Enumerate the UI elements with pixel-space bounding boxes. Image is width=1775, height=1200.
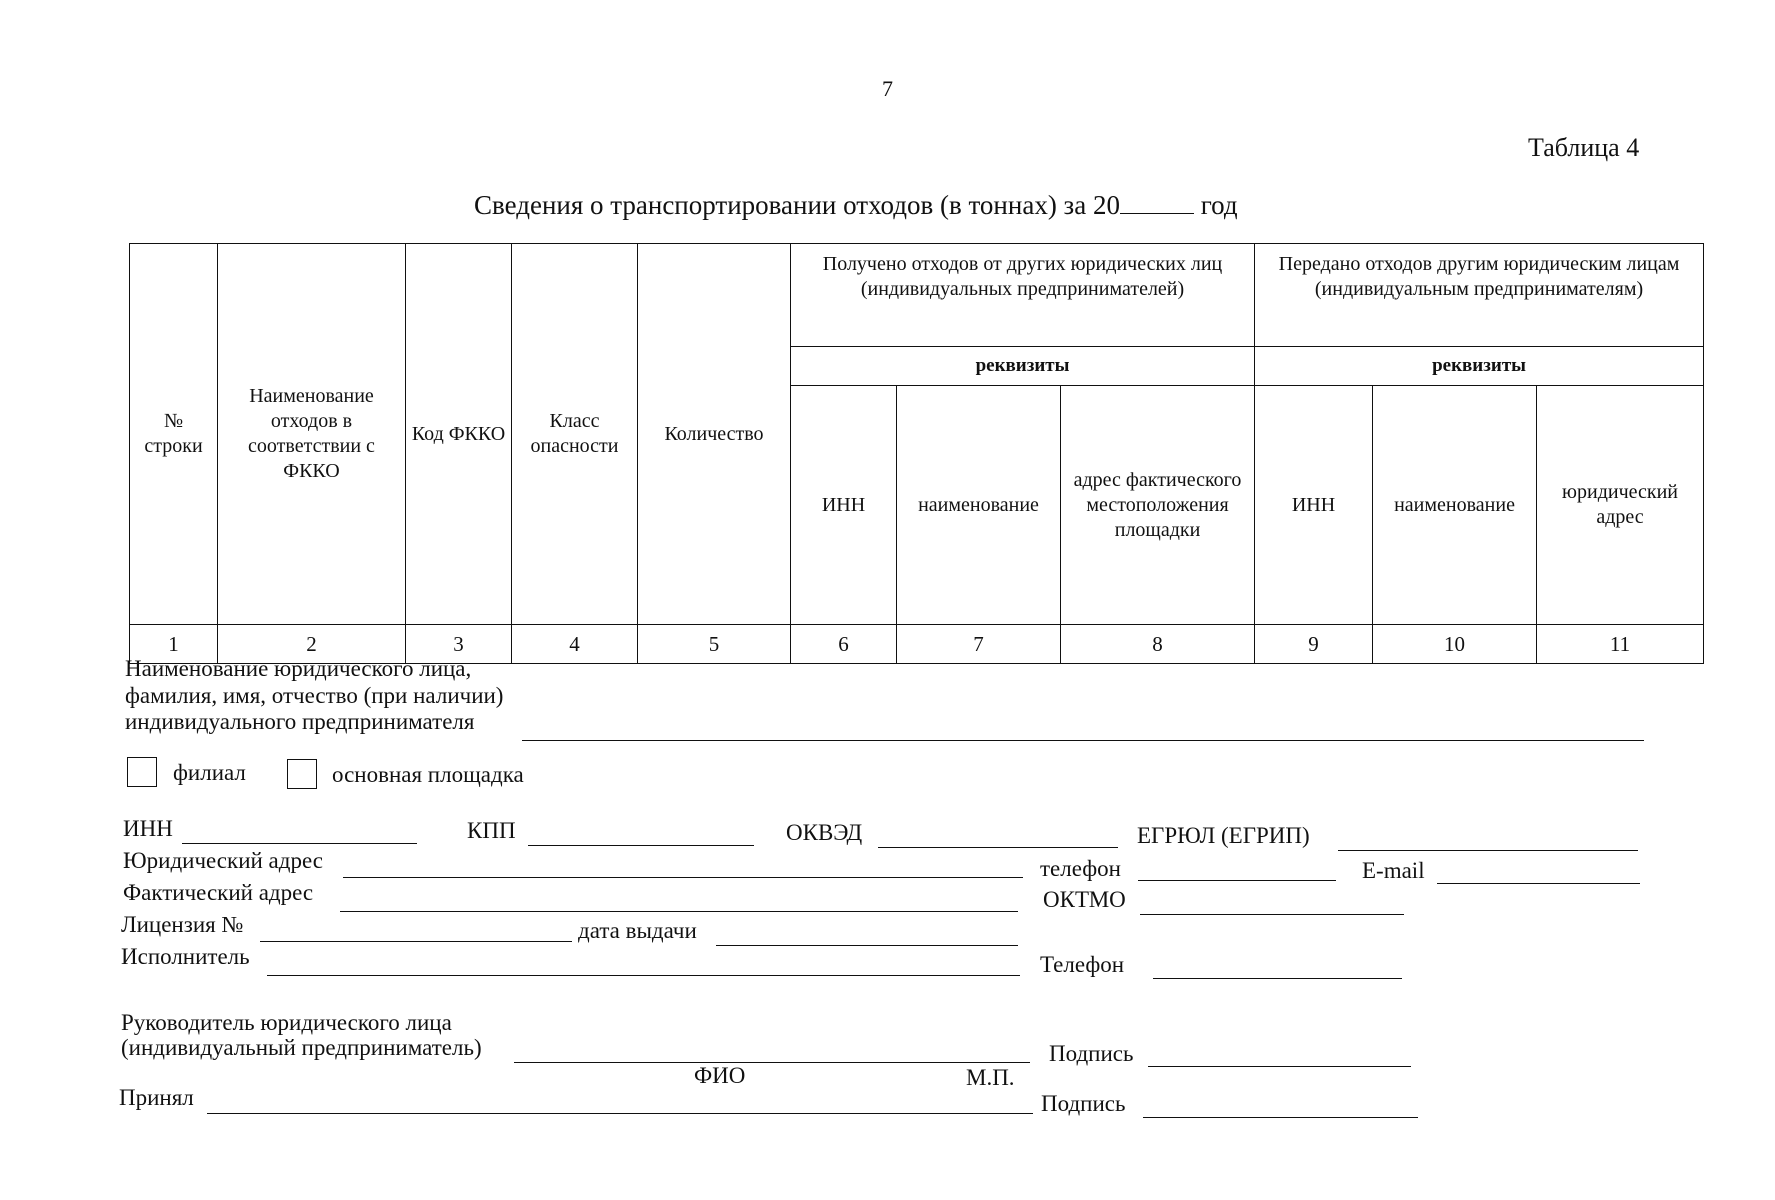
egrul-field[interactable] [1338,850,1638,851]
phone-field[interactable] [1138,880,1336,881]
actual-address-field[interactable] [340,911,1018,912]
email-label: E-mail [1362,858,1425,883]
branch-checkbox[interactable] [127,757,157,787]
column-number: 11 [1537,625,1704,664]
issue-date-label: дата выдачи [578,918,697,943]
issue-date-field[interactable] [716,945,1018,946]
header-transferred-address: юридический адрес [1537,386,1704,625]
head-label-2: (индивидуальный предприниматель) [121,1035,482,1060]
inn-field[interactable] [182,843,417,844]
oktmo-field[interactable] [1140,914,1404,915]
header-received-group: Получено отходов от других юридических лиц (индивидуальных предпринимателей) [791,244,1255,347]
fio-caption: ФИО [694,1063,746,1088]
header-transferred-inn: ИНН [1255,386,1373,625]
header-transferred-requisites: реквизиты [1255,347,1704,386]
column-number: 3 [406,625,512,664]
legal-address-field[interactable] [343,877,1023,878]
column-number: 5 [638,625,791,664]
accepted-signature-label: Подпись [1041,1091,1126,1116]
title-suffix: год [1193,190,1238,220]
table-label: Таблица 4 [1528,133,1640,162]
column-number: 9 [1255,625,1373,664]
oktmo-label: ОКТМО [1043,887,1126,912]
header-received-address: адрес фактического местоположения площадки [1061,386,1255,625]
kpp-field[interactable] [528,845,754,846]
license-label: Лицензия № [121,912,244,937]
page-number: 7 [882,76,893,101]
header-received-name: наименование [897,386,1061,625]
waste-transport-table [129,243,1704,664]
executor-label: Исполнитель [121,944,250,969]
executor-field[interactable] [267,975,1020,976]
okved-label: ОКВЭД [786,820,863,845]
entity-name-label-2: фамилия, имя, отчество (при наличии) [125,683,504,708]
inn-label: ИНН [123,816,173,841]
head-label-1: Руководитель юридического лица [121,1010,452,1035]
column-number: 6 [791,625,897,664]
header-transferred-name: наименование [1373,386,1537,625]
column-number: 8 [1061,625,1255,664]
column-number: 10 [1373,625,1537,664]
head-signature-field[interactable] [1148,1066,1411,1067]
executor-phone-field[interactable] [1153,978,1402,979]
header-hazard-class: Класс опасности [512,244,638,625]
column-number: 4 [512,625,638,664]
header-transferred-group: Передано отходов другим юридическим лицам (индивидуальным предпринимателям) [1255,244,1704,347]
main-site-checkbox[interactable] [287,759,317,789]
header-row-no: № строки [130,244,218,625]
branch-label: филиал [173,760,246,785]
accepted-signature-field[interactable] [1143,1117,1418,1118]
executor-phone-label: Телефон [1040,952,1125,977]
header-fkko-code: Код ФККО [406,244,512,625]
egrul-label: ЕГРЮЛ (ЕГРИП) [1137,823,1310,848]
actual-address-label: Фактический адрес [123,880,314,905]
header-waste-name: Наименование отходов в соответствии с ФККО [218,244,406,625]
entity-name-field[interactable] [522,740,1644,741]
header-received-requisites: реквизиты [791,347,1255,386]
title-prefix: Сведения о транспортировании отходов (в тоннах) за 20 [474,190,1120,220]
seal-caption: М.П. [966,1065,1015,1090]
head-name-field[interactable] [514,1062,1030,1063]
accepted-label: Принял [119,1085,194,1110]
table-title [474,190,1238,221]
column-number: 1 [130,625,218,664]
head-signature-label: Подпись [1049,1041,1134,1066]
okved-field[interactable] [878,847,1118,848]
entity-name-label-1: Наименование юридического лица, [125,656,472,681]
email-field[interactable] [1437,883,1640,884]
header-quantity: Количество [638,244,791,625]
column-number: 7 [897,625,1061,664]
header-received-inn: ИНН [791,386,897,625]
license-field[interactable] [260,941,572,942]
kpp-label: КПП [467,818,516,843]
main-site-label: основная площадка [332,762,524,787]
year-blank[interactable] [1120,191,1194,214]
legal-address-label: Юридический адрес [123,848,323,873]
accepted-field[interactable] [207,1113,1033,1114]
entity-name-label-3: индивидуального предпринимателя [125,709,475,734]
phone-label: телефон [1040,856,1121,881]
column-number: 2 [218,625,406,664]
